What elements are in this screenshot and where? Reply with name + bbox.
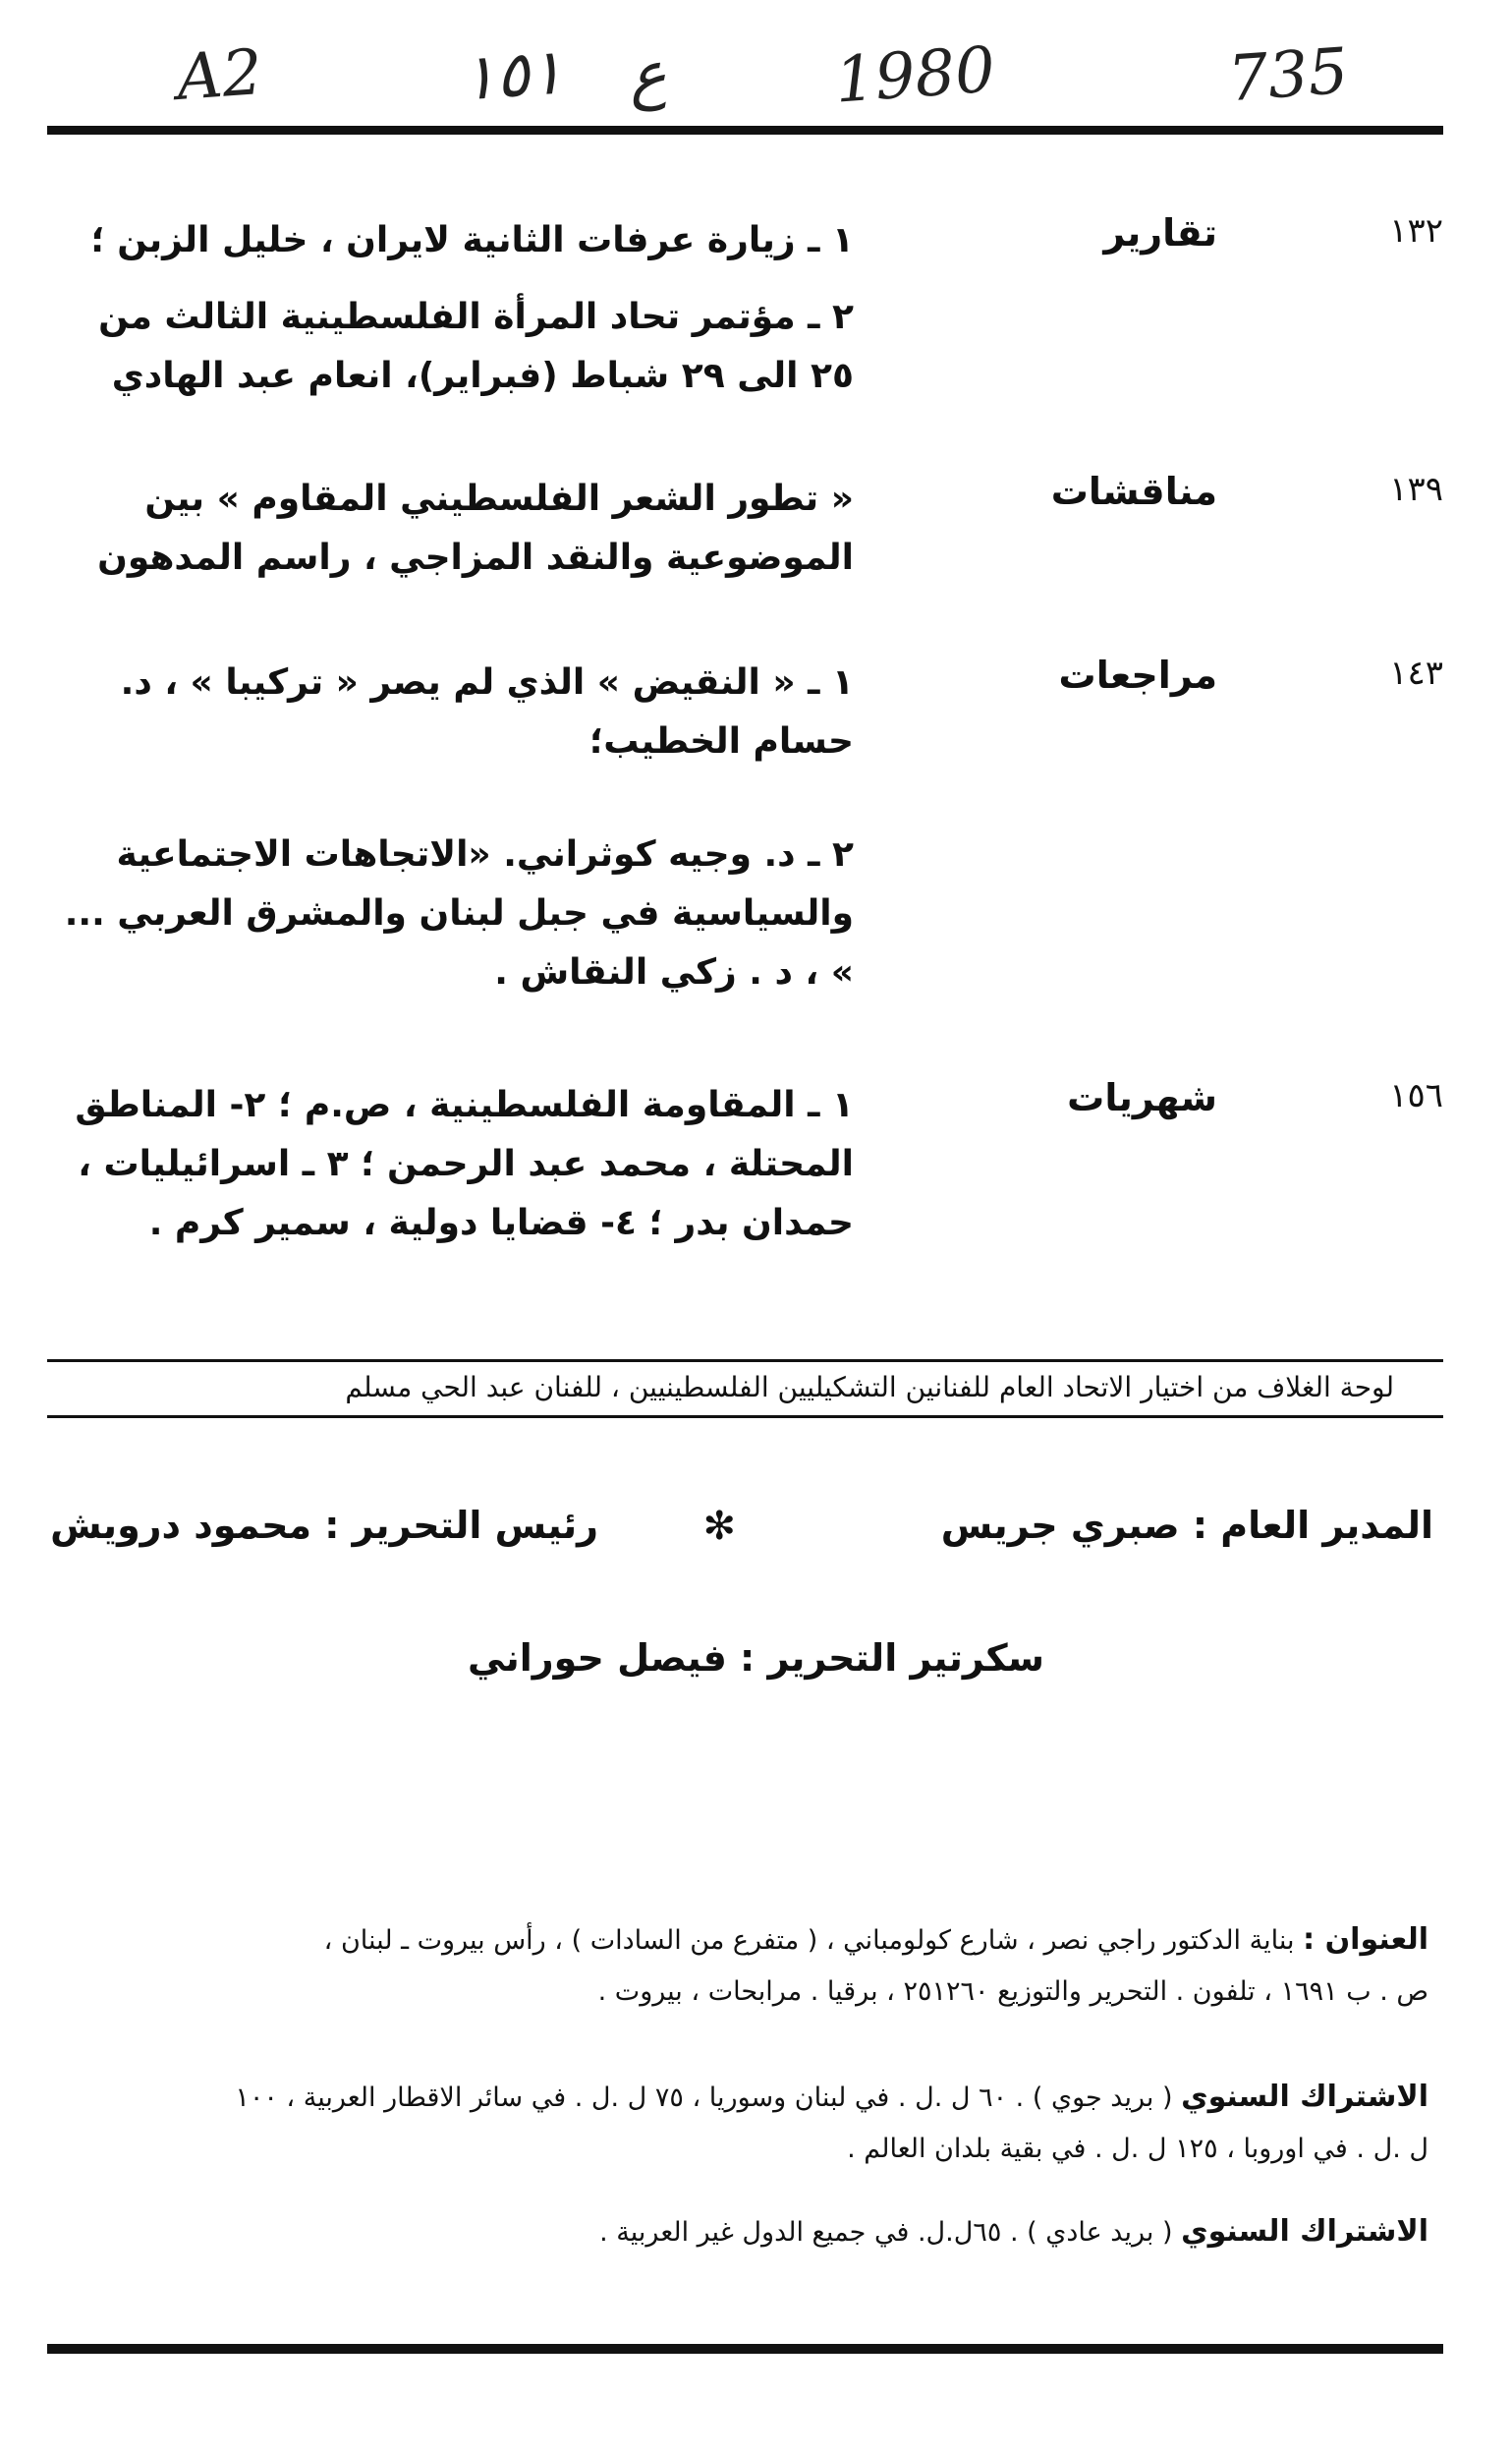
- general-manager: المدير العام : صبري جريس: [940, 1504, 1433, 1547]
- toc-item: ٢ ـ مؤتمر تحاد المرأة الفلسطينية الثالث من ٢٥ الى ٢٩ شباط (فبراير)، انعام عبد الهادي: [98, 297, 854, 396]
- toc-entry: [47, 1076, 854, 1271]
- toc-item: ١ ـ المقاومة الفلسطينية ، ص.م ؛ ٢- المناطق المحتلة ، محمد عبد الرحمن ؛ ٣ ـ اسرائيليات ، حمدان بدر ؛ ٤- قضايا دولية ، سمير كرم .: [75, 1085, 854, 1243]
- toc-page-number: ١٣٩: [1389, 470, 1443, 509]
- toc-section-title: مناقشات: [1050, 470, 1217, 513]
- toc-item: ١ ـ زيارة عرفات الثانية لايران ، خليل الزبن ؛: [90, 220, 854, 260]
- subscription-label: الاشتراك السنوي: [1181, 2080, 1428, 2114]
- editor-in-chief: رئيس التحرير : محمود درويش: [50, 1504, 598, 1547]
- toc-entry: [47, 470, 854, 605]
- toc-page-number: ١٣٢: [1389, 211, 1443, 251]
- toc-item: « تطور الشعر الفلسطيني المقاوم » بين الموضوعية والنقد المزاجي ، راسم المدهون: [97, 479, 854, 578]
- handwritten-number: ١٥١: [459, 35, 566, 116]
- address-line: ص . ب ١٦٩١ ، تلفون . التحرير والتوزيع ٢٥١٢٦٠ ، برقيا . مرابحات ، بيروت .: [597, 1976, 1428, 2007]
- address-block: [47, 1914, 1443, 2018]
- subscription-regular-block: [47, 2206, 1443, 2258]
- handwritten-letter: ع: [626, 37, 669, 114]
- subscription-line: ( بريد عادي ) . ٦٥ل.ل. في جميع الدول غير العربية .: [599, 2217, 1173, 2248]
- toc-page-number: ١٤٣: [1389, 654, 1443, 693]
- subscription-label: الاشتراك السنوي: [1181, 2214, 1428, 2249]
- staff-separator-icon: ✻: [702, 1504, 736, 1549]
- toc-page-number: ١٥٦: [1389, 1076, 1443, 1115]
- toc-section-title: شهريات: [1067, 1076, 1217, 1119]
- address-line: بناية الدكتور راجي نصر ، شارع كولومباني ، ( متفرع من السادات ) ، رأس بيروت ـ لبنان ،: [323, 1925, 1295, 1956]
- cover-caption: لوحة الغلاف من اختيار الاتحاد العام للفنانين التشكيليين الفلسطينيين ، للفنان عبد الحي مسلم: [345, 1371, 1394, 1403]
- toc-section-title: تقارير: [1103, 211, 1217, 255]
- editorial-secretary: سكرتير التحرير : فيصل حوراني: [468, 1636, 1044, 1680]
- top-rule: [47, 126, 1443, 135]
- handwritten-code: A2: [174, 36, 265, 115]
- toc-item: ٢ ـ د. وجيه كوثراني. «الاتجاهات الاجتماعية والسياسية في جبل لبنان والمشرق العربي ... » ، د . زكي النقاش .: [64, 834, 854, 993]
- subscription-line: ( بريد جوي ) . ٦٠ ل .ل . في لبنان وسوريا ، ٧٥ ل .ل . في سائر الاقطار العربية ، ١٠٠: [235, 2082, 1173, 2113]
- handwritten-year: 1980: [832, 33, 998, 118]
- toc-entry: [47, 211, 854, 424]
- toc-section-title: مراجعات: [1058, 654, 1217, 697]
- toc-entry: [47, 654, 854, 1020]
- toc-item: ١ ـ « النقيض » الذي لم يصر « تركيبا » ، د. حسام الخطيب؛: [120, 662, 854, 762]
- address-label: العنوان :: [1303, 1922, 1428, 1957]
- subscription-air-block: [47, 2072, 1443, 2175]
- subscription-line: ل .ل . في اوروبا ، ١٢٥ ل .ل . في بقية بلدان العالم .: [847, 2134, 1428, 2164]
- caption-bottom-rule: [47, 1415, 1443, 1418]
- caption-top-rule: [47, 1359, 1443, 1362]
- handwritten-id: 735: [1225, 34, 1351, 117]
- bottom-rule: [47, 2344, 1443, 2354]
